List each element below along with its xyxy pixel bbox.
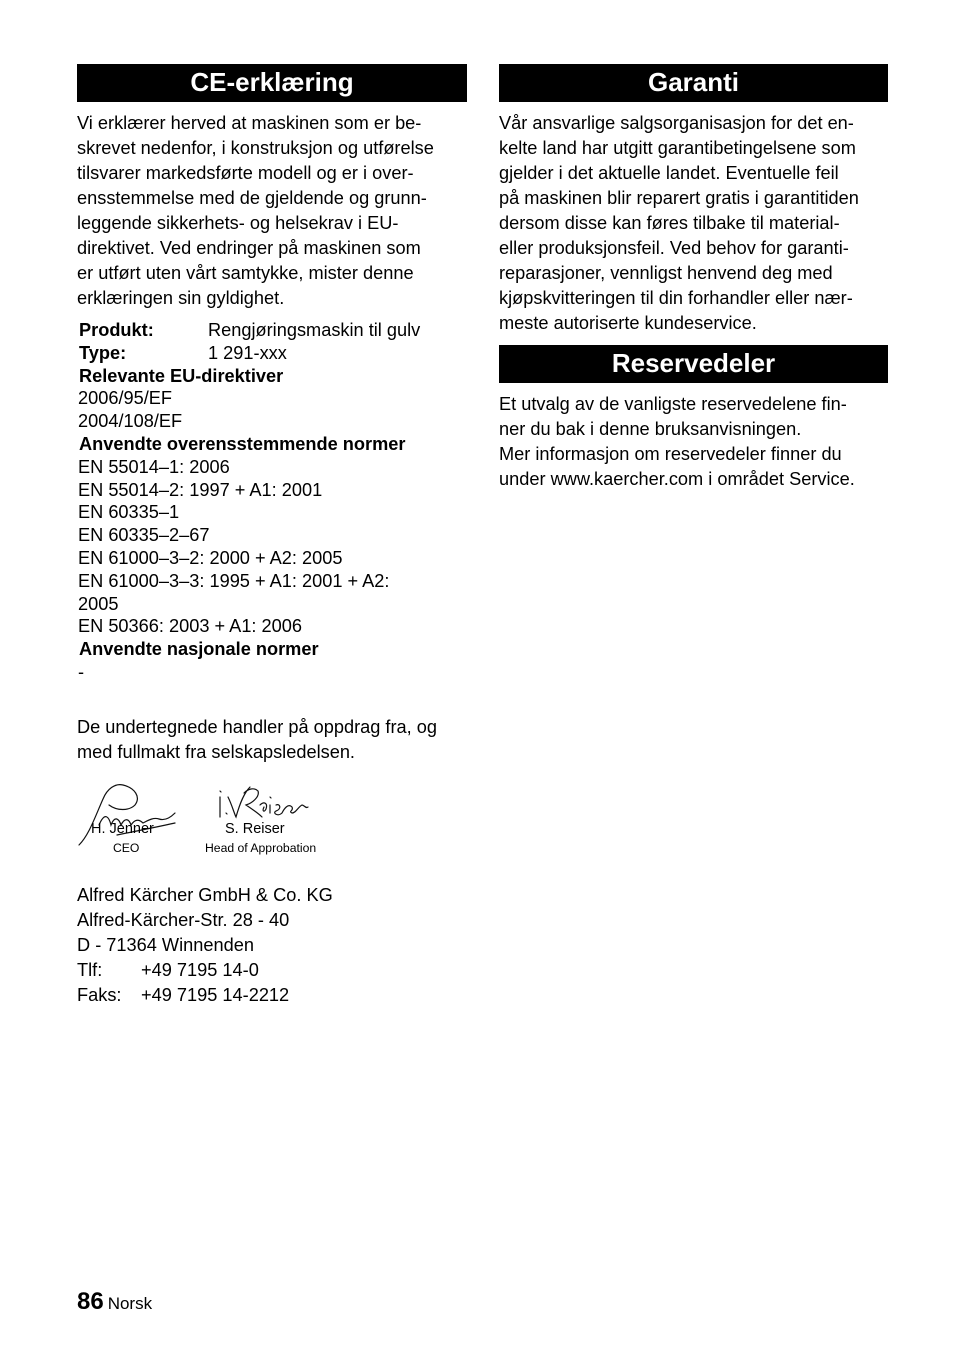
warranty-paragraph bbox=[499, 111, 897, 336]
fax-value: +49 7195 14-2212 bbox=[141, 984, 290, 1005]
norm-item: EN 61000–3–2: 2000 + A2: 2005 bbox=[78, 547, 343, 568]
company-name: Alfred Kärcher GmbH & Co. KG bbox=[77, 884, 333, 905]
national-norms-value: - bbox=[78, 661, 85, 682]
text-line: reparasjoner, vennligst henvend deg med bbox=[499, 263, 833, 283]
signer2-role: Head of Approbation bbox=[205, 840, 317, 855]
text-line: dersom disse kan føres tilbake til material- bbox=[499, 213, 840, 233]
text-line: Et utvalg av de vanligste reservedelene fin- bbox=[499, 394, 847, 414]
phone-label: Tlf: bbox=[77, 959, 103, 980]
text-line: Vi erklærer herved at maskinen som er be- bbox=[77, 113, 422, 133]
text-line: ensstemmelse med de gjeldende og grunn- bbox=[77, 188, 427, 208]
ce-declaration-heading: CE-erklæring bbox=[77, 64, 467, 102]
directive-item: 2006/95/EF bbox=[78, 388, 173, 409]
company-city: D - 71364 Winnenden bbox=[77, 934, 254, 955]
signature-block bbox=[77, 777, 469, 872]
reiser-signature bbox=[214, 783, 310, 823]
text-line: gjelder i det aktuelle landet. Eventuelle feil bbox=[499, 163, 839, 183]
norm-item: EN 60335–1 bbox=[78, 502, 180, 523]
fax-row bbox=[77, 983, 469, 1008]
text-line: meste autoriserte kundeservice. bbox=[499, 313, 757, 333]
language-label: Norsk bbox=[107, 1294, 153, 1313]
text-line: skrevet nedenfor, i konstruksjon og utførelse bbox=[77, 138, 434, 158]
directive-item: 2004/108/EF bbox=[78, 411, 183, 432]
company-address bbox=[77, 883, 469, 1008]
page-number: 86 bbox=[77, 1288, 104, 1315]
product-spec-block bbox=[77, 319, 469, 684]
jenner-signature bbox=[77, 777, 177, 849]
text-line: med fullmakt fra selskapsledelsen. bbox=[77, 741, 355, 762]
text-line: kelte land har utgitt garantibetingelsene som bbox=[499, 138, 856, 158]
ce-declaration-column bbox=[77, 64, 469, 1008]
company-street: Alfred-Kärcher-Str. 28 - 40 bbox=[77, 909, 290, 930]
signer2-name: S. Reiser bbox=[225, 820, 285, 837]
fax-label: Faks: bbox=[77, 984, 122, 1005]
norms-heading: Anvendte overensstemmende normer bbox=[79, 433, 406, 454]
norm-item: EN 55014–1: 2006 bbox=[78, 456, 230, 477]
spare-parts-heading: Reservedeler bbox=[499, 345, 888, 383]
product-value: Rengjøringsmaskin til gulv bbox=[208, 320, 421, 340]
text-line: Vår ansvarlige salgsorganisasjon for det en- bbox=[499, 113, 854, 133]
text-line: ner du bak i denne bruksanvisningen. bbox=[499, 419, 802, 439]
norm-item: EN 61000–3–3: 1995 + A1: 2001 + A2: bbox=[78, 570, 390, 591]
phone-row bbox=[77, 958, 469, 983]
spare-parts-paragraph bbox=[499, 392, 897, 492]
text-line: leggende sikkerhets- og helsekrav i EU- bbox=[77, 213, 399, 233]
text-line: direktivet. Ved endringer på maskinen som bbox=[77, 238, 421, 258]
text-line: kjøpskvitteringen til din forhandler eller nær- bbox=[499, 288, 853, 308]
norm-item: EN 60335–2–67 bbox=[78, 525, 210, 546]
signer1-role: CEO bbox=[113, 840, 140, 855]
national-norms-heading: Anvendte nasjonale normer bbox=[79, 639, 319, 660]
product-label: Produkt: bbox=[79, 320, 154, 340]
text-line: De undertegnede handler på oppdrag fra, og bbox=[77, 716, 437, 737]
directives-heading: Relevante EU-direktiver bbox=[79, 365, 284, 386]
text-line: erklæringen sin gyldighet. bbox=[77, 288, 285, 308]
spacer bbox=[77, 684, 469, 706]
warranty-heading: Garanti bbox=[499, 64, 888, 102]
signatory-paragraph bbox=[77, 715, 469, 765]
phone-value: +49 7195 14-0 bbox=[141, 959, 259, 980]
text-line: Mer informasjon om reservedeler finner du bbox=[499, 444, 842, 464]
text-line: på maskinen blir reparert gratis i garantitiden bbox=[499, 188, 859, 208]
text-line: er utført uten vårt samtykke, mister denne bbox=[77, 263, 414, 283]
text-line: under www.kaercher.com i området Service. bbox=[499, 469, 855, 489]
type-label: Type: bbox=[79, 342, 127, 363]
warranty-column bbox=[499, 64, 897, 492]
type-value: 1 291-xxx bbox=[208, 342, 287, 363]
ce-intro-paragraph bbox=[77, 111, 469, 311]
text-line: tilsvarer markedsførte modell og er i over- bbox=[77, 163, 414, 183]
norm-item: 2005 bbox=[78, 593, 119, 614]
page-footer bbox=[77, 1288, 152, 1316]
type-row bbox=[77, 342, 469, 365]
norm-item: EN 50366: 2003 + A1: 2006 bbox=[78, 616, 302, 637]
norm-item: EN 55014–2: 1997 + A1: 2001 bbox=[78, 479, 323, 500]
product-row bbox=[77, 319, 469, 342]
text-line: eller produksjonsfeil. Ved behov for garanti- bbox=[499, 238, 849, 258]
signer1-name: H. Jenner bbox=[91, 820, 154, 837]
